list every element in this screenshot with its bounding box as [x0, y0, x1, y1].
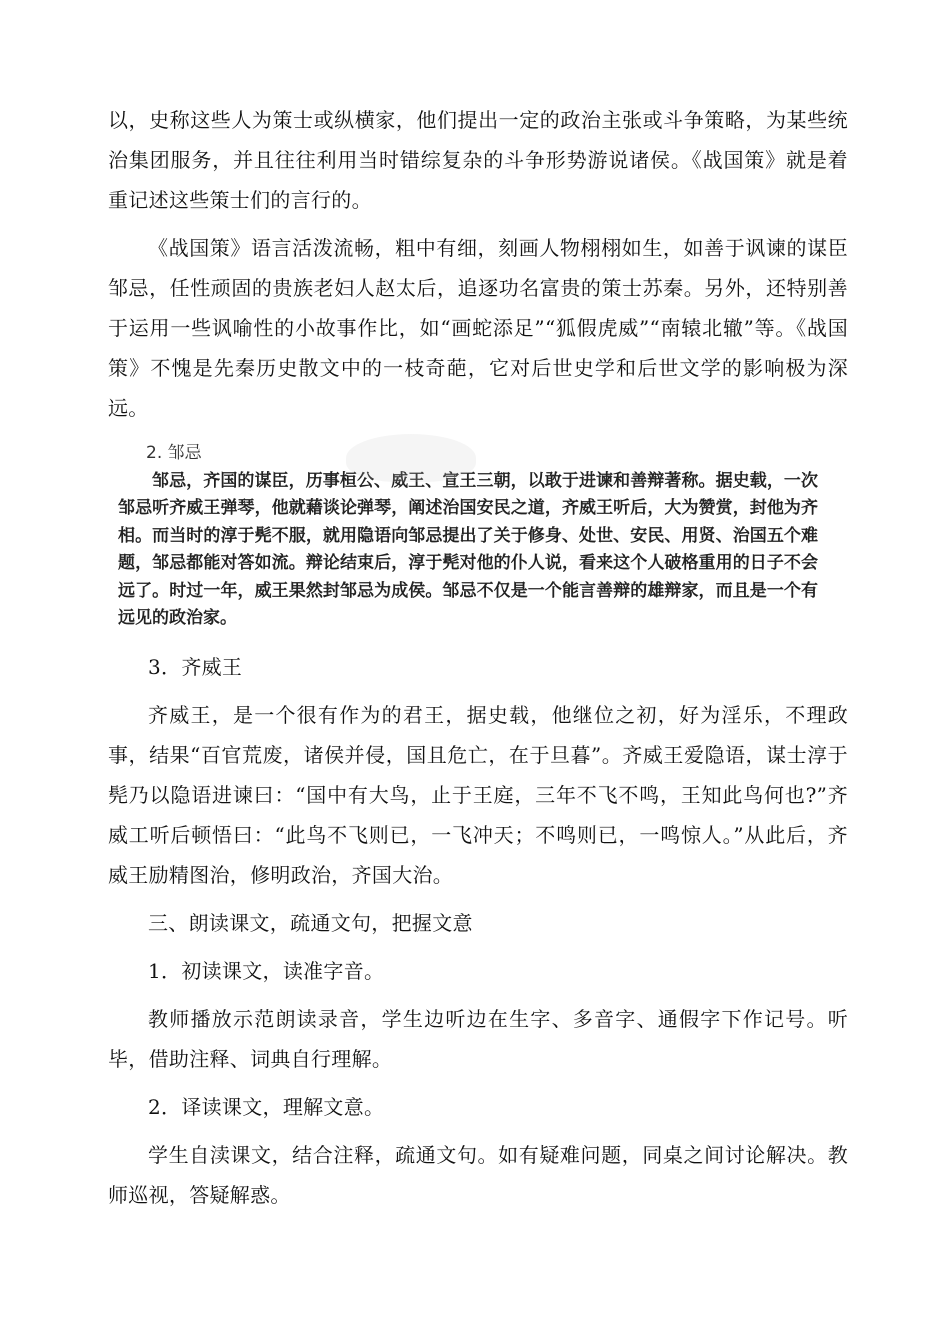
paragraph-zhanguoce-language: 《战国策》语言活泼流畅，粗中有细，刻画人物栩栩如生，如善于讽谏的谋臣邹忌，任性顽固的贵族老妇人赵太后，追逐功名富贵的策士苏秦。另外，还特别善于运用一些讽喻性的小故事作比，如“画蛇添足”“狐假虎威”“南辕北辙”等。《战国策》不愧是先秦历史散文中的一枝奇葩，它对后世史学和后世文学的影响极为深远。	[108, 236, 848, 420]
scanned-image-zouji	[118, 440, 818, 633]
scanned-body-zouji: 邹忌，齐国的谋臣，历事桓公、威王、宣王三朝，以敢于进谏和善辩著称。据史载，一次邹忌听齐威王弹琴，他就藉谈论弹琴，阐述治国安民之道，齐威王听后，大为赞赏，封他为齐相。而当时的淳于髡不服，就用隐语向邹忌提出了关于修身、处世、安民、用贤、治国五个难题，邹忌都能对答如流。辩论结束后，淳于髡对他的仆人说，看来这个人破格重用的日子不会远了。时过一年，威王果然封邹忌为成侯。邹忌不仅是一个能言善辩的雄辩家，而且是一个有远见的政治家。	[118, 470, 818, 628]
heading-qiweiwang: 3．齐威王	[148, 654, 243, 679]
paragraph-strategists-intro: 以，史称这些人为策士或纵横家，他们提出一定的政治主张或斗争策略，为某些统治集团服务，并且往往利用当时错综复杂的斗争形势游说诸侯。《战国策》就是着重记述这些策士们的言行的。	[108, 108, 848, 212]
heading-section-three: 三、朗读课文，疏通文句，把握文意	[148, 910, 473, 935]
scanned-heading-zouji: 2. 邹忌	[146, 443, 202, 463]
paragraph-translate-reading: 学生自渎课文，结合注释，疏通文句。如有疑难问题，同桌之间讨论解决。教师巡视，答疑解惑。	[108, 1142, 848, 1207]
paragraph-first-reading: 教师播放示范朗读录音，学生边听边在生字、多音字、通假字下作记号。听毕，借助注释、词典自行理解。	[108, 1006, 848, 1071]
document-page	[108, 108, 848, 1223]
heading-first-reading: 1．初读课文，读准字音。	[148, 958, 385, 983]
heading-translate-reading: 2．译读课文，理解文意。	[148, 1094, 385, 1119]
paragraph-qiweiwang: 齐威王，是一个很有作为的君王，据史载，他继位之初，好为淫乐，不理政事，结果“百官荒废，诸侯并侵，国且危亡，在于旦暮”。齐威王爱隐语，谋士淳于髡乃以隐语进谏曰：“国中有大鸟，止于王庭，三年不飞不鸣，王知此鸟何也?”齐威工听后顿悟曰：“此鸟不飞则已，一飞冲天；不鸣则已，一鸣惊人。”从此后，齐威王励精图治，修明政治，齐国大治。	[108, 702, 848, 887]
